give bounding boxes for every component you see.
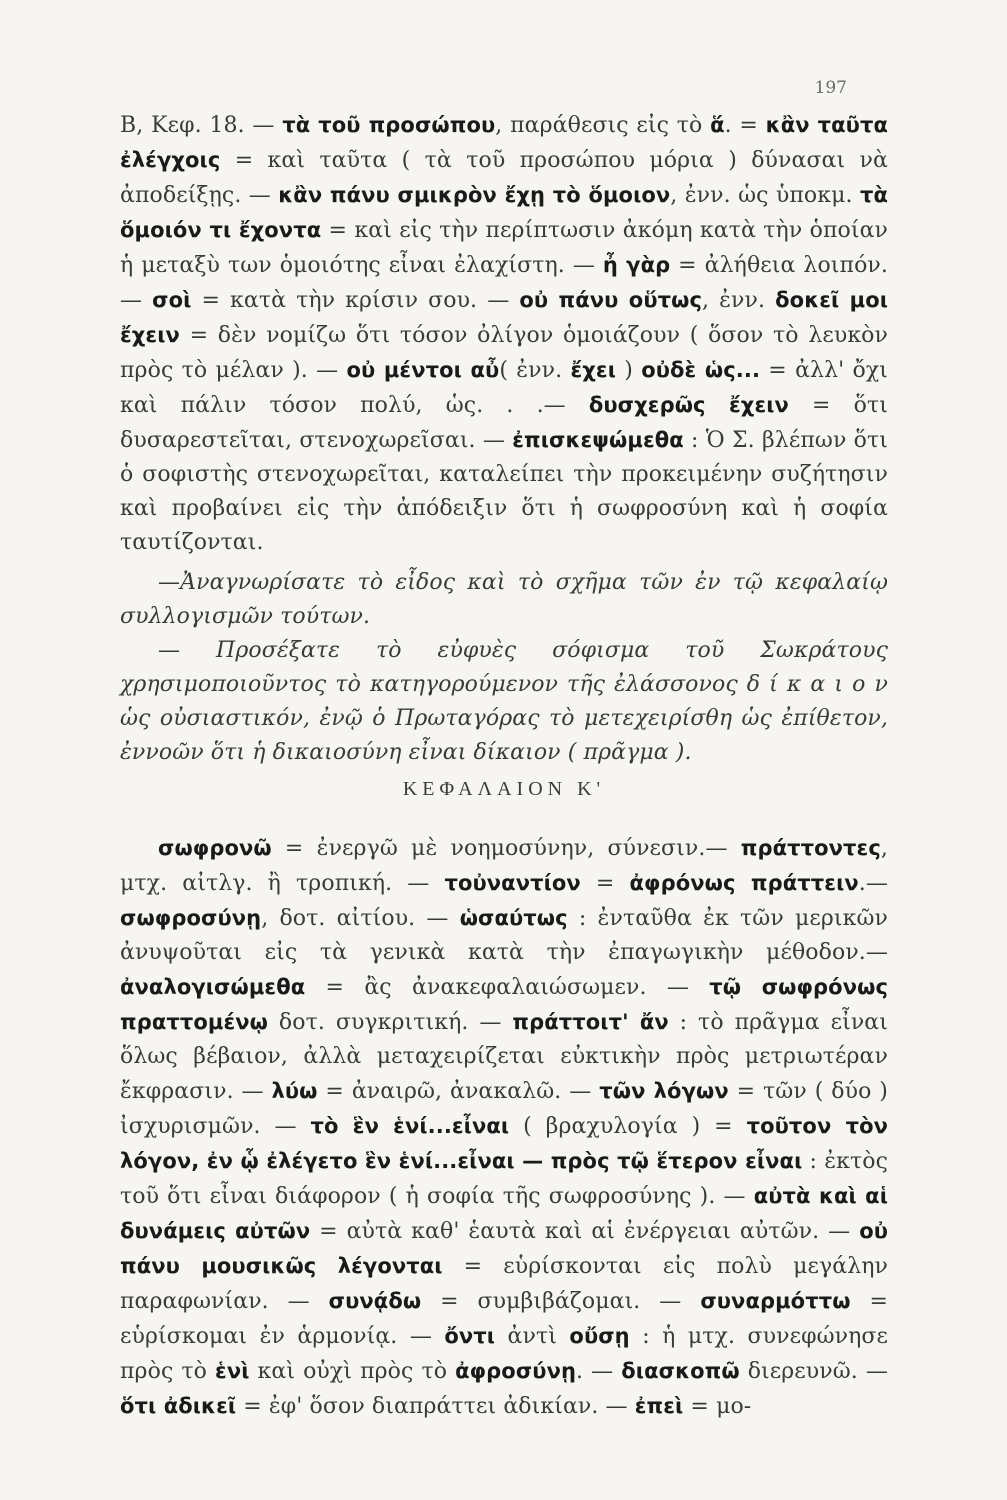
commentary-paragraph-2: σωφρονῶ = ἐνεργῶ μὲ νοημοσύνην, σύνεσιν.— πράττοντες, μτχ. αἰτλγ. ἢ τροπική. — τοὐναντίον = ἀφρόνως πράττειν.— σωφροσύνῃ, δοτ. αἰτίου. — ὡσαύτως : ἐνταῦθα ἐκ τῶν μερικῶν ἀνυψοῦται εἰς τὰ γενικὰ κατὰ τὴν ἐπαγωγικὴν μέθοδον.— ἀναλογισώμεθα = ἂς ἀνακεφαλαιώσωμεν. — τῷ σωφρόνως πραττομένῳ δοτ. συγκριτική. — πράττοιτ' ἄν : τὸ πρᾶγμα εἶναι ὅλως βέβαιον, ἀλλὰ μεταχειρίζεται εὐκτικὴν πρὸς μετριωτέραν ἔκφρασιν. — λύω = ἀναιρῶ, ἀνακαλῶ. — τῶν λόγων = τῶν ( δύο ) ἰσχυρισμῶν. — τὸ ἓν ἑνί...εἶναι ( βραχυλογία ) = τοῦτον τὸν λόγον, ἐν ᾧ ἐλέγετο ἓν ἑνί...εἶναι — πρὸς τῷ ἕτερον εἶναι : ἐκτὸς τοῦ ὅτι εἶναι διάφορον ( ἡ σοφία τῆς σωφροσύνης ). — αὐτὰ καὶ αἱ δυνάμεις αὐτῶν = αὐτὰ καθ' ἑαυτὰ καὶ αἱ ἐνέργειαι αὐτῶν. — οὐ πάνυ μουσικῶς λέγονται = εὑρίσκονται εἰς πολὺ μεγάλην παραφωνίαν. — συνᾴδω = συμβιβάζομαι. — συναρμόττω = εὑρίσκομαι ἐν ἁρμονίᾳ. — ὄντι ἀντὶ οὔσῃ : ἡ μτχ. συνεφώνησε πρὸς τὸ ἑνὶ καὶ οὐχὶ πρὸς τὸ ἀφροσύνῃ. — διασκοπῶ διερευνῶ. — ὅτι ἀδικεῖ = ἐφ' ὅσον διαπράττει ἀδικίαν. — ἐπεὶ = μο- — [120, 836, 889, 1419]
exercise-paragraph-1: —Ἀναγνωρίσατε τὸ εἶδος καὶ τὸ σχῆμα τῶν ἐν τῷ κεφαλαίῳ συλλογισμῶν τούτων. — [120, 570, 888, 629]
exercise-paragraph-2: — Προσέξατε τὸ εὐφυὲς σόφισμα τοῦ Σωκράτους χρησιμοποιοῦντος τὸ κατηγορούμενον τῆς ἐλάσσονος δ ί κ α ι ο ν ὡς οὐσιαστικόν, ἐνῷ ὁ Πρωταγόρας τὸ μετεχειρίσθη ὡς ἐπίθετον, ἐννοῶν ὅτι ἡ δικαιοσύνη εἶναι δίκαιον ( πρᾶγμα ). — [120, 638, 888, 765]
page-number: 197 — [814, 78, 847, 98]
commentary-paragraph-1: Β, Κεφ. 18. — τὰ τοῦ προσώπου, παράθεσις εἰς τὸ ἅ. = κἂν ταῦτα ἐλέγχοις = καὶ ταῦτα ( τὰ τοῦ προσώπου μόρια ) δύνασαι νὰ ἀποδείξῃς. — κἂν πάνυ σμικρὸν ἔχῃ τὸ ὅμοιον, ἐνν. ὡς ὑποκμ. τὰ ὅμοιόν τι ἔχοντα = καὶ εἰς τὴν περίπτωσιν ἀκόμη κατὰ τὴν ὁποίαν ἡ μεταξὺ των ὁμοιότης εἶναι ἐλαχίστη. — ἦ γὰρ = ἀλήθεια λοιπόν. — σοὶ = κατὰ τὴν κρίσιν σου. — οὐ πάνυ οὕτως, ἐνν. δοκεῖ μοι ἔχειν = δὲν νομίζω ὅτι τόσον ὀλίγον ὁμοιάζουν ( ὅσον τὸ λευκὸν πρὸς τὸ μέλαν ). — οὐ μέντοι αὖ( ἐνν. ἔχει ) οὐδὲ ὡς... = ἀλλ' ὄχι καὶ πάλιν τόσον πολύ, ὡς. . .— δυσχερῶς ἔχειν = ὅτι δυσαρεστεῖται, στενοχωρεῖσαι. — ἐπισκεψώμεθα : Ὁ Σ. βλέπων ὅτι ὁ σοφιστὴς στενοχωρεῖται, καταλείπει τὴν προκειμένην συζήτησιν καὶ προβαίνει εἰς τὴν ἀπόδειξιν ὅτι ἡ σωφροσύνη καὶ ἡ σοφία ταυτίζονται. — [120, 113, 889, 555]
chapter-title: ΚΕΦΑΛΑΙΟΝ Κ' — [402, 778, 606, 800]
commentary-text — [120, 108, 888, 1424]
